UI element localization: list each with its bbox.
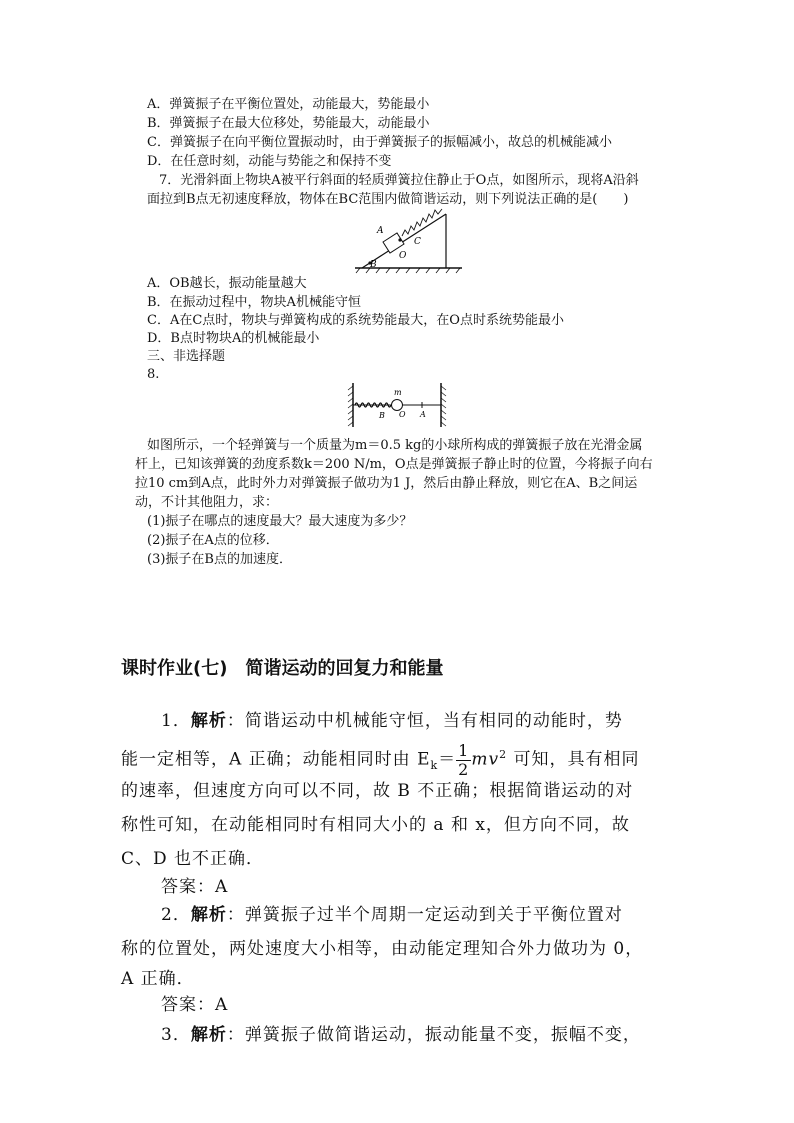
q7-option-a: A．OB越长，振动能量越大 bbox=[147, 276, 307, 291]
answer-2-result: 答案：A bbox=[161, 995, 229, 1015]
q8-text-line1: 如图所示，一个轻弹簧与一个质量为m＝0.5 kg的小球所构成的弹簧振子放在光滑金属 bbox=[147, 438, 643, 453]
q7-option-c: C．A在C点时，物块与弹簧构成的系统势能最大，在O点时系统势能最小 bbox=[147, 313, 564, 328]
q7-stem-line1: 7．光滑斜面上物块A被平行斜面的轻质弹簧拉住静止于O点，如图所示，现将A沿斜 bbox=[159, 173, 639, 188]
q8-text-line4: 动，不计其他阻力，求： bbox=[135, 495, 279, 510]
q7-option-d: D．B点时物块A的机械能最小 bbox=[147, 331, 320, 346]
q8-text-line2: 杆上，已知该弹簧的劲度系数k＝200 N/m，O点是弹簧振子静止时的位置，今将振子向右 bbox=[135, 457, 653, 472]
q7-label-o: O bbox=[399, 251, 407, 261]
q8-label-m: m bbox=[394, 388, 402, 397]
q8-oscillator-figure bbox=[343, 380, 453, 430]
q6-option-b: B．弹簧振子在最大位移处，势能最大，动能最小 bbox=[147, 116, 430, 131]
q8-label-a: A bbox=[420, 410, 426, 419]
q8-sub-1: (1)振子在哪点的速度最大？最大速度为多少？ bbox=[147, 514, 413, 529]
q6-option-d: D．在任意时刻，动能与势能之和保持不变 bbox=[147, 154, 392, 169]
answer-block bbox=[121, 704, 676, 1052]
answer-2-line3: A 正确． bbox=[121, 969, 195, 989]
q8-label-o: O bbox=[399, 410, 406, 419]
answer-1-line5: C、D 也不正确． bbox=[121, 849, 265, 869]
answer-1-line2: 能一定相等，A 正确；动能相同时由 $E_k=$ $\frac{1}{2}$ $mv^2$ 可知，具有相同 bbox=[121, 740, 640, 779]
q8-sub-2: (2)振子在A点的位移． bbox=[147, 533, 279, 548]
q8-number: 8. bbox=[147, 367, 160, 382]
answer-1-line4: 称性可知，在动能相同时有相同大小的 a 和 x，但方向不同，故 bbox=[121, 815, 630, 835]
q8-sub-3: (3)振子在B点的加速度． bbox=[147, 552, 292, 567]
q7-label-b: B bbox=[370, 260, 377, 270]
q7-label-c: C bbox=[414, 237, 421, 247]
q6-option-c: C．弹簧振子在向平衡位置振动时，由于弹簧振子的振幅减小，故总的机械能减小 bbox=[147, 135, 612, 150]
q8-text-line3: 拉10 cm到A点，此时外力对弹簧振子做功为1 J，然后由静止释放，则它在A、B之间运 bbox=[135, 476, 638, 491]
answer-2-line2: 称的位置处，两处速度大小相等，由动能定理知合外力做功为 0， bbox=[121, 939, 644, 959]
q7-label-a: A bbox=[377, 226, 384, 236]
q7-option-b: B．在振动过程中，物块A机械能守恒 bbox=[147, 295, 361, 310]
page-title: 课时作业(七) 简谐运动的回复力和能量 bbox=[121, 658, 444, 679]
fraction-half: $\frac{1}{2}$ bbox=[458, 740, 470, 779]
q8-label-b: B bbox=[379, 411, 385, 420]
q7-stem-line2: 面拉到B点无初速度释放，物体在BC范围内做简谐运动，则下列说法正确的是( ) bbox=[147, 192, 629, 207]
answer-3-line1: 3．解析：弹簧振子做简谐运动，振动能量不变，振幅不变， bbox=[161, 1025, 641, 1045]
q6-option-a: A．弹簧振子在平衡位置处，动能最大，势能最小 bbox=[147, 97, 430, 112]
answer-1-line3: 的速率，但速度方向可以不同，故 B 不正确；根据简谐运动的对 bbox=[121, 781, 634, 801]
answer-2-line1: 2．解析：弹簧振子过半个周期一定运动到关于平衡位置对 bbox=[161, 905, 623, 925]
answer-1-line1: 1．解析：简谐运动中机械能守恒，当有相同的动能时，势 bbox=[161, 711, 623, 731]
answer-1-result: 答案：A bbox=[161, 877, 229, 897]
section-heading: 三、非选择题 bbox=[147, 349, 226, 364]
q7-incline-figure bbox=[350, 206, 470, 276]
